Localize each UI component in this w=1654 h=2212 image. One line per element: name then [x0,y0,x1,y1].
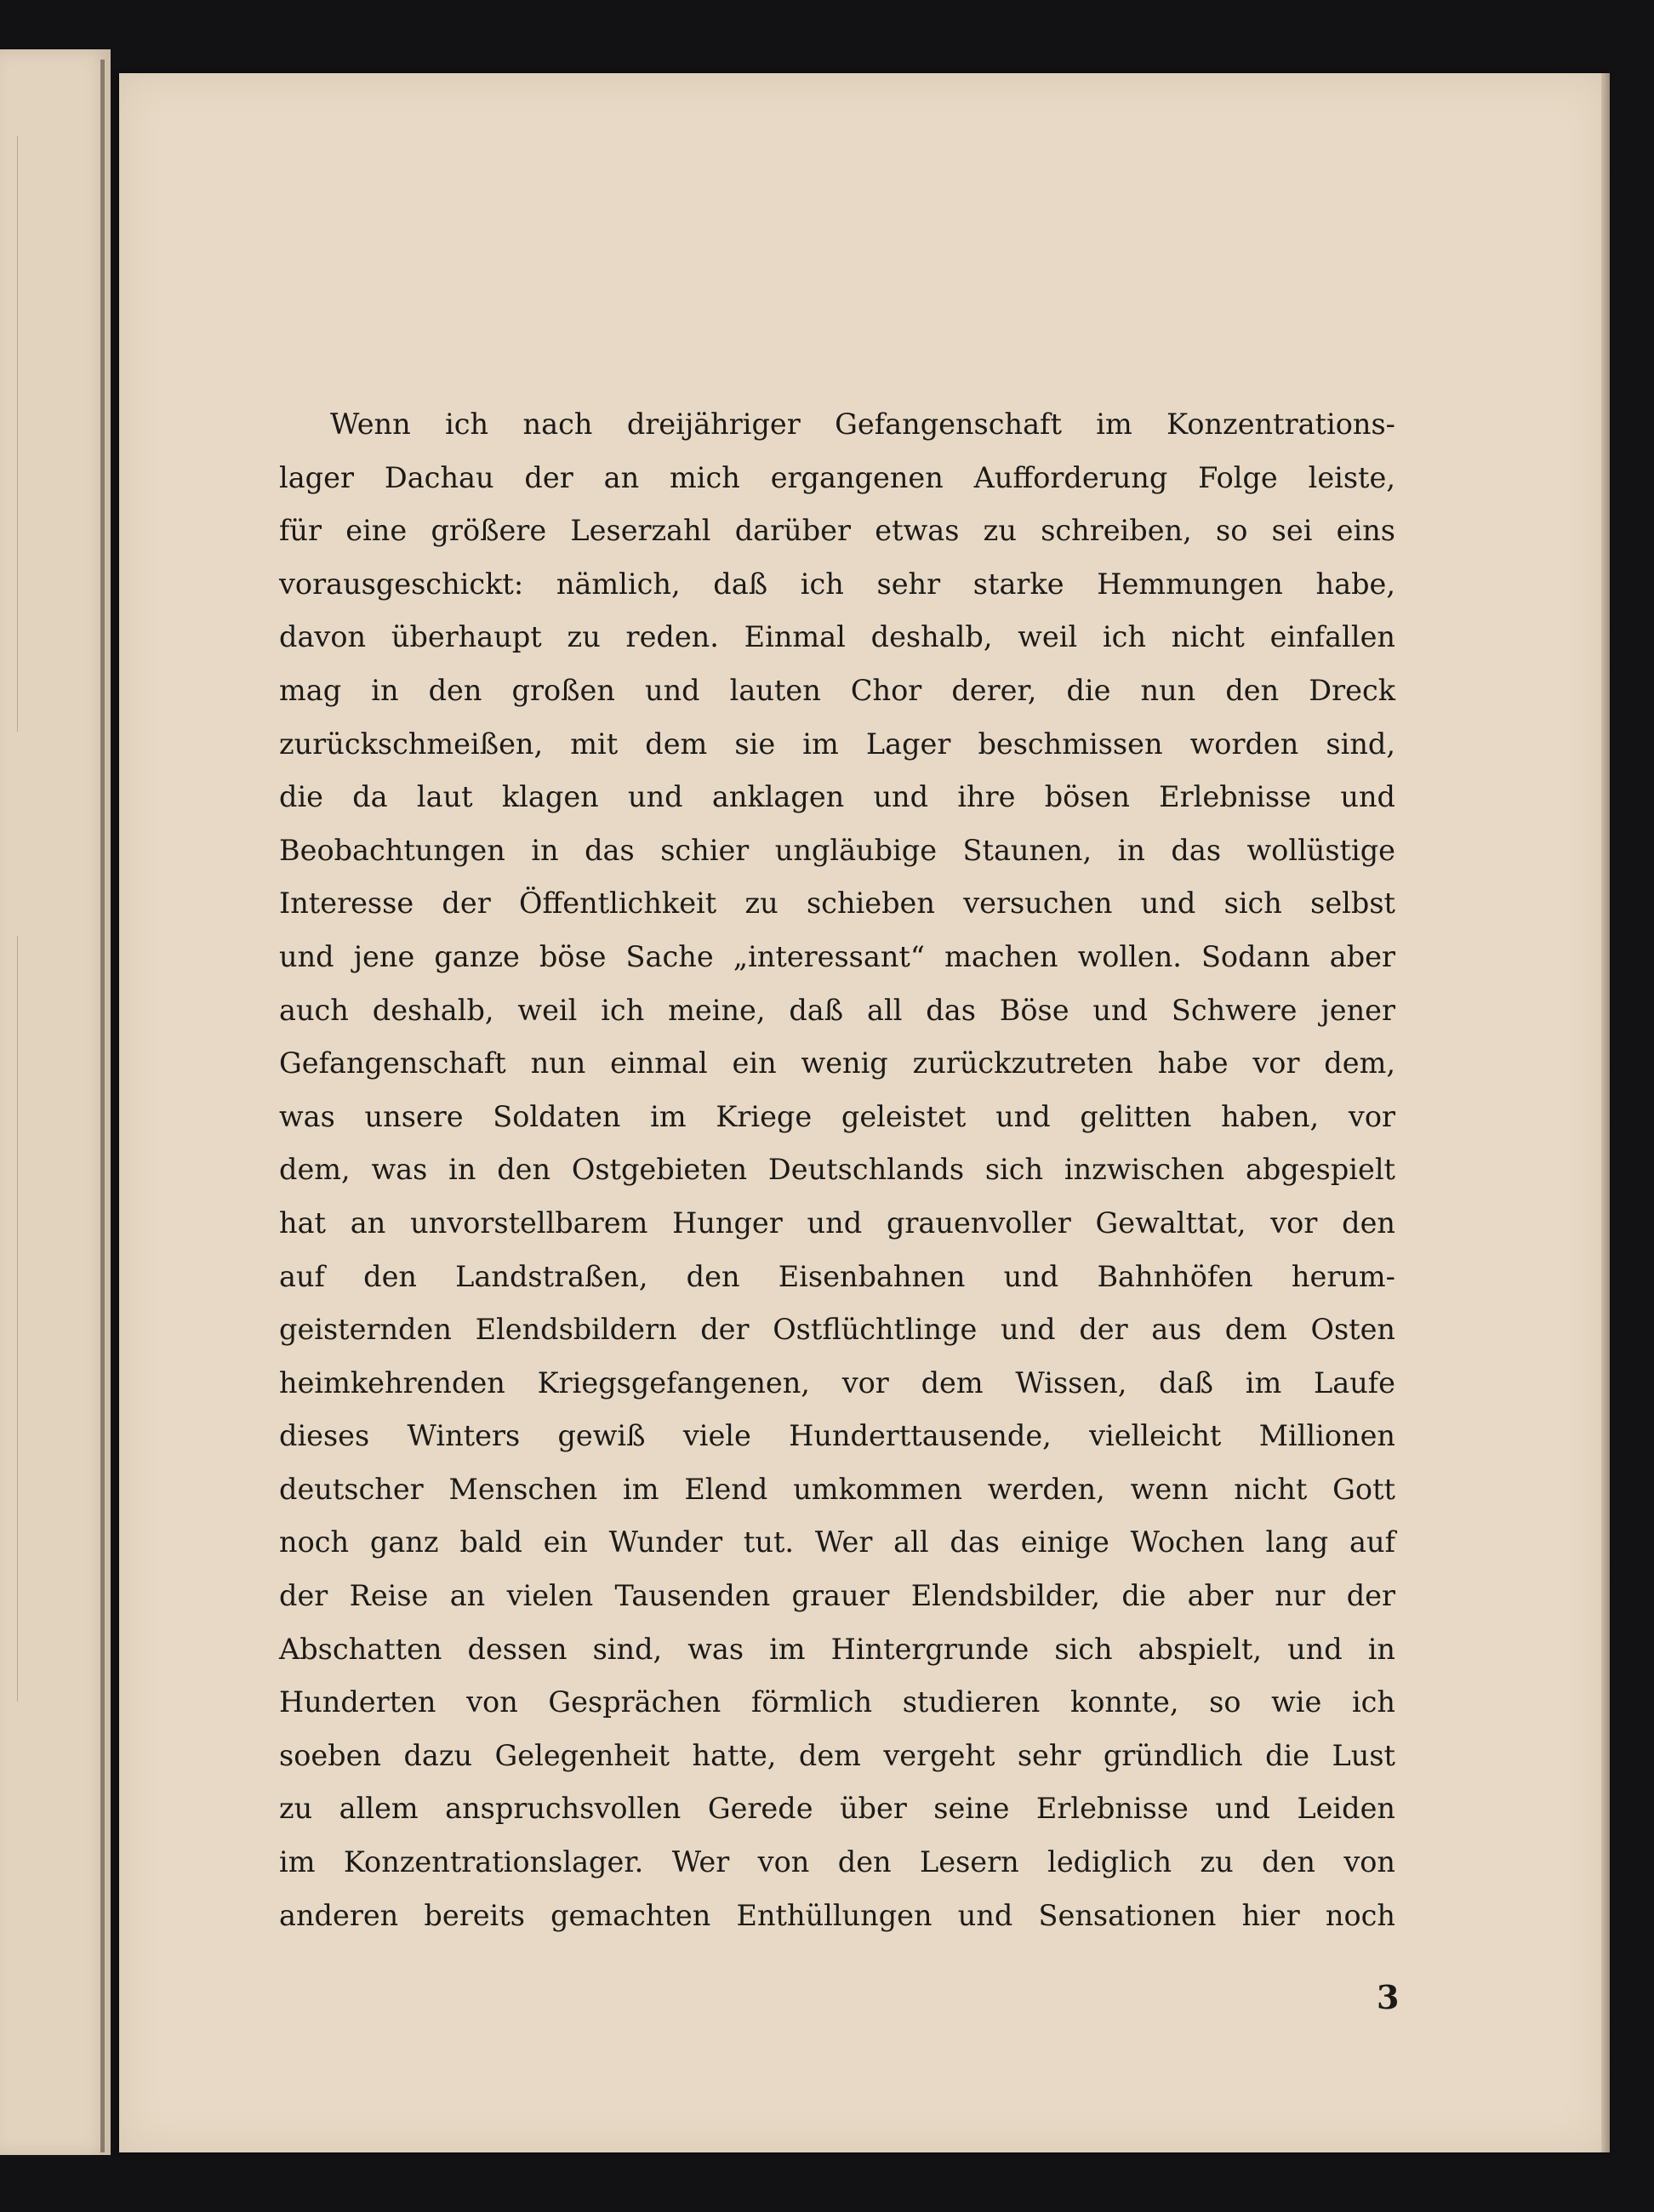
text-line: davon überhaupt zu reden. Einmal deshalb, weil ich nicht einfallen [279,620,1395,654]
text-line: Hunderten von Gesprächen förmlich studieren konnte, so wie ich [279,1685,1395,1719]
text-line: der Reise an vielen Tausenden grauer Elendsbilder, die aber nur der [279,1579,1395,1613]
text-line: auch deshalb, weil ich meine, daß all das Böse und Schwere jener [279,993,1395,1027]
text-line: Wenn ich nach dreijähriger Gefangenschaft im Konzentrations- [330,408,1395,441]
page-edge [1601,73,1610,2152]
text-line: Beobachtungen in das schier ungläubige Staunen, in das wollüstige [279,833,1395,867]
text-line: im Konzentrationslager. Wer von den Lesern lediglich zu den von [279,1845,1395,1879]
book-gutter [100,60,105,2152]
spine-crease [17,136,18,732]
text-line: auf den Landstraßen, den Eisenbahnen und Bahnhöfen herum- [279,1259,1395,1293]
text-line: mag in den großen und lauten Chor derer, die nun den Dreck [279,673,1395,707]
text-line: und jene ganze böse Sache „interessant“ machen wollen. Sodann aber [279,939,1395,973]
text-line: was unsere Soldaten im Kriege geleistet und gelitten haben, vor [279,1099,1395,1133]
page-number: 3 [1377,1978,1400,2016]
text-line: vorausgeschickt: nämlich, daß ich sehr starke Hemmungen habe, [279,567,1395,601]
spine-crease [17,936,18,1702]
text-line: soeben dazu Gelegenheit hatte, dem vergeht sehr gründlich die Lust [279,1738,1395,1772]
text-line: dieses Winters gewiß viele Hunderttausende, vielleicht Millionen [279,1419,1395,1453]
text-line: lager Dachau der an mich ergangenen Aufforderung Folge leiste, [279,460,1395,494]
text-line: dem, was in den Ostgebieten Deutschlands sich inzwischen abgespielt [279,1153,1395,1187]
body-paragraph [279,398,1395,1942]
text-line: geisternden Elendsbildern der Ostflüchtlinge und der aus dem Osten [279,1313,1395,1347]
text-line: Interesse der Öffentlichkeit zu schieben versuchen und sich selbst [279,887,1395,921]
text-line: heimkehrenden Kriegsgefangenen, vor dem Wissen, daß im Laufe [279,1365,1395,1400]
text-line: Abschatten dessen sind, was im Hintergrunde sich abspielt, und in [279,1632,1395,1666]
text-line: die da laut klagen und anklagen und ihre bösen Erlebnisse und [279,780,1395,814]
text-line: für eine größere Leserzahl darüber etwas zu schreiben, so sei eins [279,514,1395,548]
text-line: zu allem anspruchsvollen Gerede über seine Erlebnisse und Leiden [279,1792,1395,1826]
text-line: deutscher Menschen im Elend umkommen werden, wenn nicht Gott [279,1472,1395,1506]
text-line: Gefangenschaft nun einmal ein wenig zurückzutreten habe vor dem, [279,1046,1395,1080]
text-line: anderen bereits gemachten Enthüllungen und Sensationen hier noch [279,1898,1395,1932]
text-line: noch ganz bald ein Wunder tut. Wer all das einige Wochen lang auf [279,1525,1395,1559]
text-line: zurückschmeißen, mit dem sie im Lager beschmissen worden sind, [279,727,1395,761]
text-line: hat an unvorstellbarem Hunger und grauenvoller Gewalttat, vor den [279,1206,1395,1240]
